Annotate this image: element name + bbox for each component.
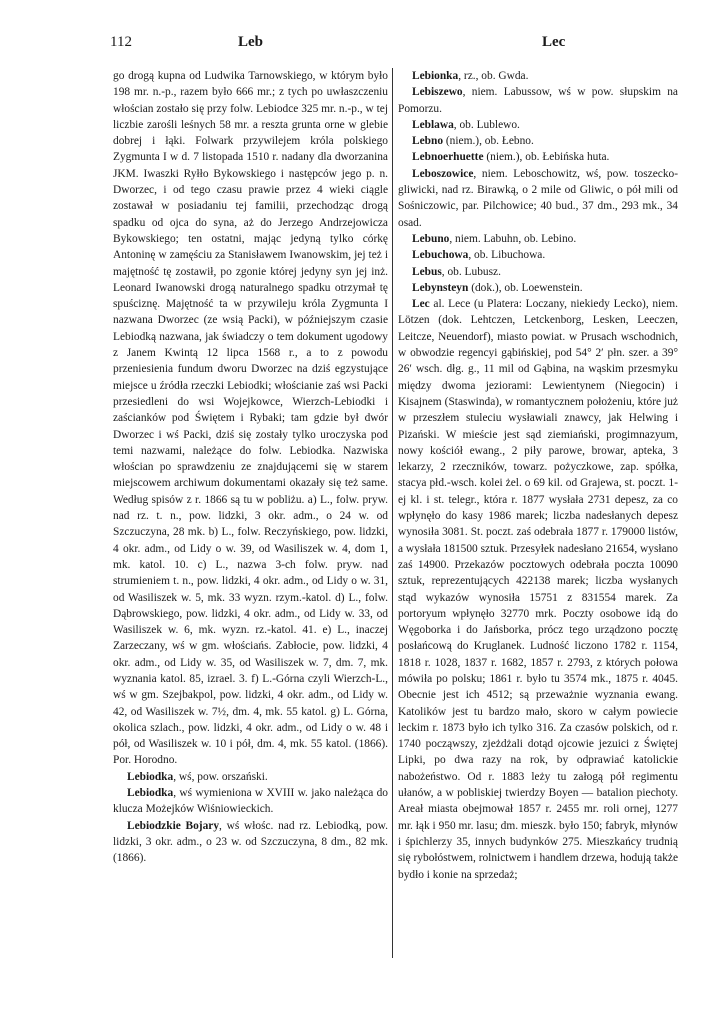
entry-lebuchowa [398, 247, 678, 263]
entry-text: , rz., ob. Gwda. [458, 70, 529, 82]
entry-head: Lebiodka [127, 787, 174, 800]
left-running-head: Leb [238, 34, 264, 50]
entry-text: al. Lece (u Platera: Loczany, niekiedy Lecko), niem. Lötzen (dok. Lehtczen, Letckenborg, Lesken, Leeczen, Leitcze, Neuendorf), miasto powiat. w Prusach wschodnich, w obwodzie regencyi gąbińskiej, pod 54° 2′ płn. szer. a 39° 26′ wsch. dłg. g., 11 mil od Gąbina, na wąskim przesmyku między dwoma jeziorami: Lewientynem (Niegocin) i Kisajnem (Staswinda), w romantycznem położeniu, które już w przeszłem stuleciu wysławiali znawcy, jak Helwing i Pizański. W mieście jest sąd ziemiański, progimnazyum, nowy kościół ewang., 2 piły parowe, browar, apteka, 3 lekarzy, 2 rzeczników, towarz. pożyczkowe, zap. spółka, stacya płd.-wsch. kolei żel. o 69 kil. od Grajewa, st. poczt. 1-ej kl. i st. telegr., która r. 1877 wysłała 2731 depesz, za co wpłynęło do kasy 1986 marek; liczba nadesłanych depesz wynosiła 3081. St. poczt. zaś odebrała 1877 r. 179000 listów, a wysłała 181500 sztuk. Przesyłek nadesłano 21654, wysłano zaś 14900. Przekazów pocztowych odebrała poczta 10090 sztuk, reprezentujących 422138 marek; liczba wysłanych stąd wykazów wynosiła 15751 z 831554 marek. Za portoryum wpłynęło 32770 mrk. Poczty osobowe idą do Węgoborka i do Jańsborka, prócz tego urządzono pocztę posłańcową do Kruglanek. Ludność liczono 1782 r. 1154, 1818 r. 1028, 1837 r. 1682, 1857 r. 2793, z których połowa mówiła po polsku; 1861 r. było tu 3574 mk., 1875 r. 4045. Obecnie jest ich 4512; są przeważnie wyznania ewang. Katolików jest tu bardzo mało, skoro w całym powiecie leckim r. 1873 było ich tylko 316. Za czasów polskich, od r. 1740 począwszy, zjeżdżali dotąd ojcowie jezuici z Świętej Lipki, po dwa razy na rok, by odprawiać katolickie nabożeństwo. Od r. 1883 leży tu załogą pół regimentu ułanów, a w pobliskiej twierdzy Boyen — batalion piechoty. Areał miasta obejmował 1857 r. 2455 mr. roli ornej, 1277 mr. łąk i 950 mr. lasu; dm. mieszk. było 150; fabryk, młynów i śpichlerzy 35, innych budynków 275. Mieszkańcy trudnią się rybołóstwem, rolnictwem i handlem drzewa, hodują także bydło i konie na sprzedaż; [398, 298, 678, 881]
entry-leboszowice [398, 166, 678, 231]
entry-lebus [398, 264, 678, 280]
entry-head: Lebiszewo [412, 86, 463, 99]
page-header [110, 34, 630, 56]
entry-text: (niem.), ob. Łebno. [443, 135, 534, 148]
entry-text: , ob. Lublewo. [453, 118, 520, 131]
entry-head: Leboszowice [412, 167, 474, 180]
entry-head: Lebionka [412, 70, 459, 82]
entry-head: Lec [412, 298, 430, 311]
entry-text: , ob. Libuchowa. [468, 249, 546, 262]
entry-head: Lebuno [412, 232, 450, 245]
right-running-head: Lec [542, 34, 566, 50]
entry-text: , niem. Labuhn, ob. Lebino. [449, 232, 577, 245]
entry-text: , niem. Labussow, wś w pow. słupskim na Pomorzu. [398, 86, 678, 115]
page-number: 112 [110, 34, 132, 50]
right-column [398, 68, 678, 883]
entry-lebiodzkie-bojary [113, 818, 388, 867]
entry-text: , niem. Leboschowitz, wś, pow. toszecko-gliwicki, nad rz. Birawką, o 2 mile od Gliwic, o pół mili od Sośniczowic, par. Pilchowice; 40 bud., 37 dm., 293 mk., 34 osad. [398, 167, 678, 229]
entry-head: Lebynsteyn [412, 281, 469, 294]
column-divider [392, 68, 393, 958]
entry-text: , wś włośc. nad rz. Lebiodką, pow. lidzki, 3 okr. adm., o 23 w. od Szczuczyna, 8 dm., 82 mk. (1866). [113, 819, 388, 865]
entry-leblawa [398, 117, 678, 133]
entry-head: Lebnoerhuette [412, 151, 484, 164]
entry-lebno [398, 133, 678, 149]
entry-head: Leblawa [412, 118, 454, 131]
entry-head: Lebus [412, 265, 442, 278]
entry-head: Lebiodka [127, 770, 174, 783]
entry-text: go drogą kupna od Ludwika Tarnowskiego, w którym było 198 mr. n.-p., razem było 666 mr.; z tych po uwłaszczeniu włościan zostało się przy folw. Lebiodce 325 mr. n.-p., w tej liczbie zarośli leśnych 58 mr. a reszta grunta orne w glebie dobrej i łąki. Folwark przywilejem króla polskiego Zygmunta I w d. 7 listopada 1510 r. nadany dla dworzanina JKM. Iwaszki Ryłło Bykowskiego i następców jego p. n. Dworzec, i od tego czasu prawie przez 4 wieki ciągle zostawał w posiadaniu tej familii, przechodząc drogą spadku od ojca do syna, aż do Jerzego Andrzejowicza Bykowskiego; ten ostatni, mając jedyną tylko córkę Antoninę w zamęściu za Stanisławem Iwanowskim, jej też i majętność tę zostawił, po zgonie której jedyny syn jej inż. Leonard Iwanowski drogą naturalnego spadku otrzymał tę spuściznę. Majętność ta w przywileju króla Zygmunta I nazwana Dworzec (ze wsią Packi), w późniejszym czasie Lebiodką nazwana, jak świadczy o tem dokument ugodowy z Janem Kwintą 12 lipca 1568 r., a to z powodu przeniesienia fundum dworu Dworzec na dziś egzystujące miejsce u źródła rzeczki Lebiodki; włościanie zaś wsi Packi przesiedleni do wsi Wojejkowce, Wierzch-Lebiodki i zaścianków pod Świętem i Rybaki; tam gdzie był dwór Dworzec i wś Packi, dziś się zostały tylko uroczyska pod temi nazwami, należące do folw. Lebiodka. Nazwiska włościan po sprawdzeniu ze znajdującemi się w starem miejscowem archiwum dokumentami okazały się też same. Według spisów z r. 1866 są tu w pobliżu. a) L., folw. pryw. nad rz. t. n., pow. lidzki, 3 okr. adm., o 24 w. od Szczuczyna, 28 mk. b) L., folw. Reczyńskiego, pow. lidzki, 4 okr. adm., od Lidy o w. 39, od Wasiliszek w. 4, dom 1, mk. katol. 10. c) L., nazwa 3-ch folw. pryw. nad strumieniem t. n., pow. lidzki, 4 okr. adm., od Lidy o w. 31, od Wasiliszek w. 5, mk. 33 wyzn. rzym.-katol. d) L., folw. Dąbrowskiego, pow. lidzki, 4 okr. adm., od Lidy w. 33, od Wasiliszek w. 6, mk. wyzn. rz.-katol. 41. e) L., inaczej Zarzeczany, wś w gm. włościańs. Zabłocie, pow. lidzki, 4 okr. adm., od Lidy w. 35, od Wasiliszek w. 7, dm. 7, mk. wyznania katol. 85, izrael. 3. f) L.-Górna czyli Wierzch-L., wś w gm. Szejbakpol, pow. lidzki, 4 okr. adm., od Lidy w. 42, od Wasiliszek w. 7½, dm. 4, mk. 55 katol. g) L. Górna, okolica szlach., pow. lidzki, 4 okr. adm., od Lidy o w. 48 i pół, od Wasiliszek w. 10 i pół, dm. 4, mk. 55 katol. (1866). Por. Horodno. [113, 70, 388, 767]
entry-lebionka [398, 68, 678, 84]
entry-lebuno [398, 231, 678, 247]
entry-head: Lebiodzkie Bojary [127, 819, 220, 832]
entry-lebiodka-2 [113, 785, 388, 818]
entry-text: , wś, pow. orszański. [173, 770, 268, 783]
entry-text: (dok.), ob. Loewenstein. [468, 281, 583, 294]
entry-lebnoerhuette [398, 149, 678, 165]
left-column [113, 68, 388, 867]
entry-lebiszewo [398, 84, 678, 117]
entry-text: , wś wymieniona w XVIII w. jako należąca do klucza Możejków Wiśniowieckich. [113, 787, 388, 816]
entry-head: Lebno [412, 135, 444, 148]
entry-text: , ob. Lubusz. [441, 265, 501, 278]
entry-head: Lebuchowa [412, 249, 469, 262]
entry-continuation [113, 68, 388, 769]
entry-lebynsteyn [398, 280, 678, 296]
entry-lebiodka-1 [113, 769, 388, 785]
entry-lec [398, 296, 678, 883]
entry-text: (niem.), ob. Łebińska huta. [483, 151, 610, 164]
